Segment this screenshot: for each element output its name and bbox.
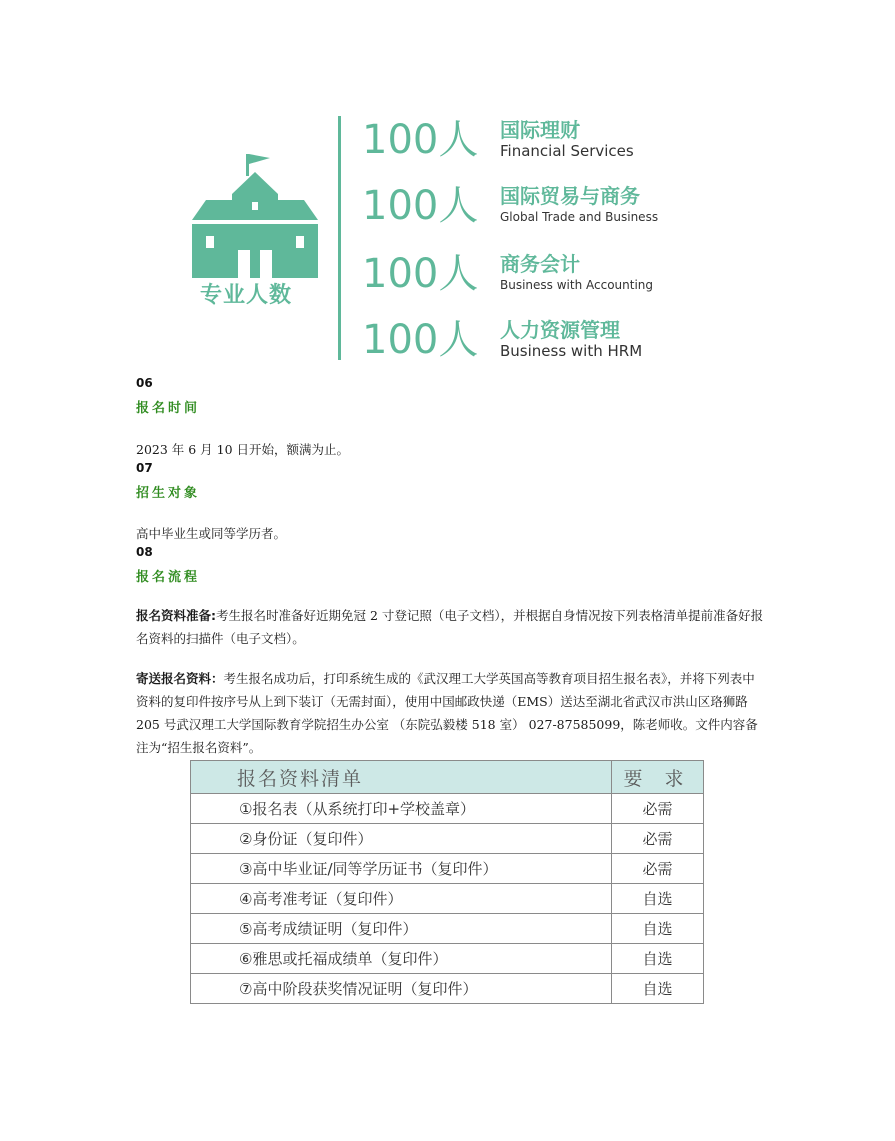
material-cell: ⑦高中阶段获奖情况证明（复印件） (191, 974, 612, 1004)
section-body: 2023 年 6 月 10 日开始，额满为止。 (136, 442, 350, 457)
table-row (191, 854, 704, 884)
section-number: 07 (136, 461, 153, 475)
section-number: 06 (136, 376, 153, 390)
mail-paragraph (136, 667, 764, 759)
requirement-cell: 必需 (612, 794, 704, 824)
requirement-cell: 自选 (612, 884, 704, 914)
materials-table (190, 760, 704, 1004)
stat-major-en: Business with HRM (500, 342, 643, 360)
header-requirement: 要 求 (612, 761, 704, 794)
material-cell: ⑥雅思或托福成绩单（复印件） (191, 944, 612, 974)
material-cell: ⑤高考成绩证明（复印件） (191, 914, 612, 944)
requirement-cell: 自选 (612, 974, 704, 1004)
stat-major-en: Financial Services (500, 142, 634, 160)
table-row (191, 884, 704, 914)
requirement-cell: 必需 (612, 854, 704, 884)
stat-major-zh: 国际贸易与商务 (500, 184, 640, 208)
infographic-divider (338, 116, 341, 360)
stat-major-en: Business with Accounting (500, 278, 654, 292)
major-enrollment-infographic (190, 110, 670, 362)
material-cell: ①报名表（从系统打印+学校盖章） (191, 794, 612, 824)
material-cell: ②身份证（复印件） (191, 824, 612, 854)
section-title: 报名时间 (136, 401, 201, 416)
building-icon (192, 154, 318, 278)
table-row (191, 914, 704, 944)
prep-paragraph (136, 604, 764, 650)
stat-major-zh: 商务会计 (500, 252, 580, 276)
section-body: 高中毕业生或同等学历者。 (136, 526, 287, 541)
section-title: 报名流程 (136, 570, 201, 585)
requirement-cell: 自选 (612, 944, 704, 974)
requirement-cell: 必需 (612, 824, 704, 854)
mail-text: 考生报名成功后，打印系统生成的《武汉理工大学英国高等教育项目招生报名表》，并将下列表中资料的复印件按序号从上到下装订（无需封面），使用中国邮政快递（EMS）送达至湖北省武汉市洪山区珞狮路 205 号武汉理工大学国际教育学院招生办公室 （东院弘毅楼 518 室） 027-87585099，陈老师收。文件内容备注为“招生报名资料”。 (136, 671, 758, 755)
requirement-cell: 自选 (612, 914, 704, 944)
table-row (191, 824, 704, 854)
section-title: 招生对象 (136, 486, 201, 501)
stat-count: 100人 (362, 183, 479, 229)
material-cell: ④高考准考证（复印件） (191, 884, 612, 914)
table-header-row (191, 761, 704, 794)
material-cell: ③高中毕业证/同等学历证书（复印件） (191, 854, 612, 884)
stat-count: 100人 (362, 317, 479, 363)
stat-major-zh: 人力资源管理 (500, 318, 620, 342)
section-number: 08 (136, 545, 153, 559)
mail-label: 寄送报名资料： (136, 671, 224, 686)
stat-major-en: Global Trade and Business (500, 210, 659, 224)
stat-count: 100人 (362, 117, 479, 163)
table-row (191, 794, 704, 824)
prep-text: 考生报名时准备好近期免冠 2 寸登记照（电子文档），并根据自身情况按下列表格清单提前准备好报名资料的扫描件（电子文档）。 (136, 608, 764, 646)
stat-count: 100人 (362, 251, 479, 297)
infographic-label: 专业人数 (200, 283, 293, 308)
prep-label: 报名资料准备: (136, 608, 216, 623)
table-row (191, 944, 704, 974)
header-materials: 报名资料清单 (191, 761, 612, 794)
stat-major-zh: 国际理财 (500, 118, 580, 142)
table-row (191, 974, 704, 1004)
